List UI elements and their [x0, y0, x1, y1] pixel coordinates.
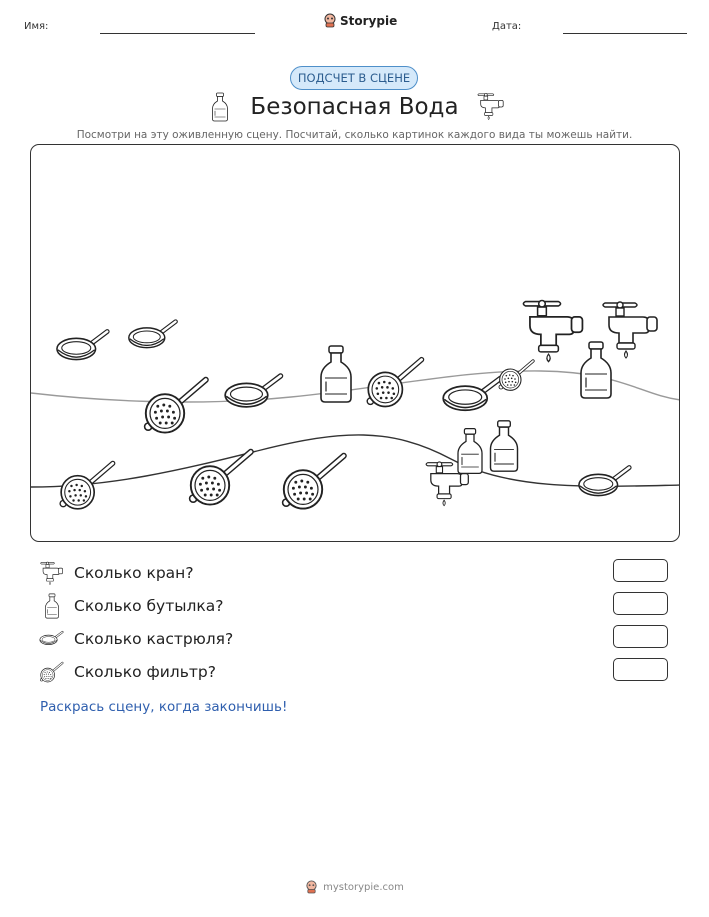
answer-box-bottle[interactable] — [613, 592, 668, 615]
scene-strainer-2 — [367, 360, 421, 407]
coloring-instruction: Раскрась сцену, когда закончишь! — [40, 699, 288, 715]
activity-badge: ПОДСЧЕТ В СЦЕНЕ — [290, 66, 418, 90]
scene-bottle-1 — [321, 346, 351, 402]
answer-box-faucet[interactable] — [613, 559, 668, 582]
bottle-icon — [38, 593, 66, 619]
date-line[interactable] — [563, 33, 687, 34]
scene-strainer-1 — [145, 380, 206, 433]
date-label: Дата: — [492, 21, 522, 32]
question-text: Сколько кастрюля? — [74, 630, 234, 648]
instructions-text: Посмотри на эту оживленную сцену. Посчитай, сколько картинок каждого вида ты можешь найти. — [76, 129, 633, 141]
brand-name: Storypie — [340, 13, 398, 28]
page-title: Безопасная Вода — [250, 94, 459, 120]
scene-drawing — [31, 145, 680, 542]
scene-pan-4 — [443, 378, 500, 410]
question-text: Сколько кран? — [74, 564, 194, 582]
name-line[interactable] — [100, 33, 255, 34]
question-strainer — [38, 659, 678, 685]
question-faucet — [38, 560, 678, 586]
answer-box-strainer[interactable] — [613, 658, 668, 681]
answer-box-pan[interactable] — [613, 625, 668, 648]
pan-icon — [38, 626, 66, 652]
scene-pan-5 — [579, 468, 629, 496]
name-label: Имя: — [24, 21, 49, 32]
question-text: Сколько бутылка? — [74, 597, 224, 615]
question-pan — [38, 626, 678, 652]
scene-faucet-2 — [603, 302, 657, 358]
faucet-icon — [38, 560, 66, 586]
counting-scene — [30, 144, 680, 542]
scene-pan-3 — [225, 376, 280, 407]
footer-url[interactable]: mystorypie.com — [323, 881, 404, 893]
scene-strainer-3 — [499, 361, 533, 390]
brand-logo — [323, 13, 397, 28]
mascot-icon — [323, 13, 337, 28]
mascot-icon — [305, 880, 318, 894]
scene-faucet-1 — [523, 300, 582, 361]
scene-pan-2 — [129, 322, 176, 348]
question-text: Сколько фильтр? — [74, 663, 216, 681]
title-faucet-icon — [476, 91, 506, 121]
scene-strainer-4 — [60, 463, 113, 508]
footer — [0, 880, 709, 894]
question-bottle — [38, 593, 678, 619]
strainer-icon — [38, 659, 66, 685]
scene-bottle-4 — [491, 421, 518, 471]
scene-strainer-6 — [283, 456, 344, 509]
scene-bottle-3 — [458, 429, 482, 474]
scene-bottle-2 — [581, 342, 611, 398]
scene-pan-1 — [57, 332, 107, 360]
